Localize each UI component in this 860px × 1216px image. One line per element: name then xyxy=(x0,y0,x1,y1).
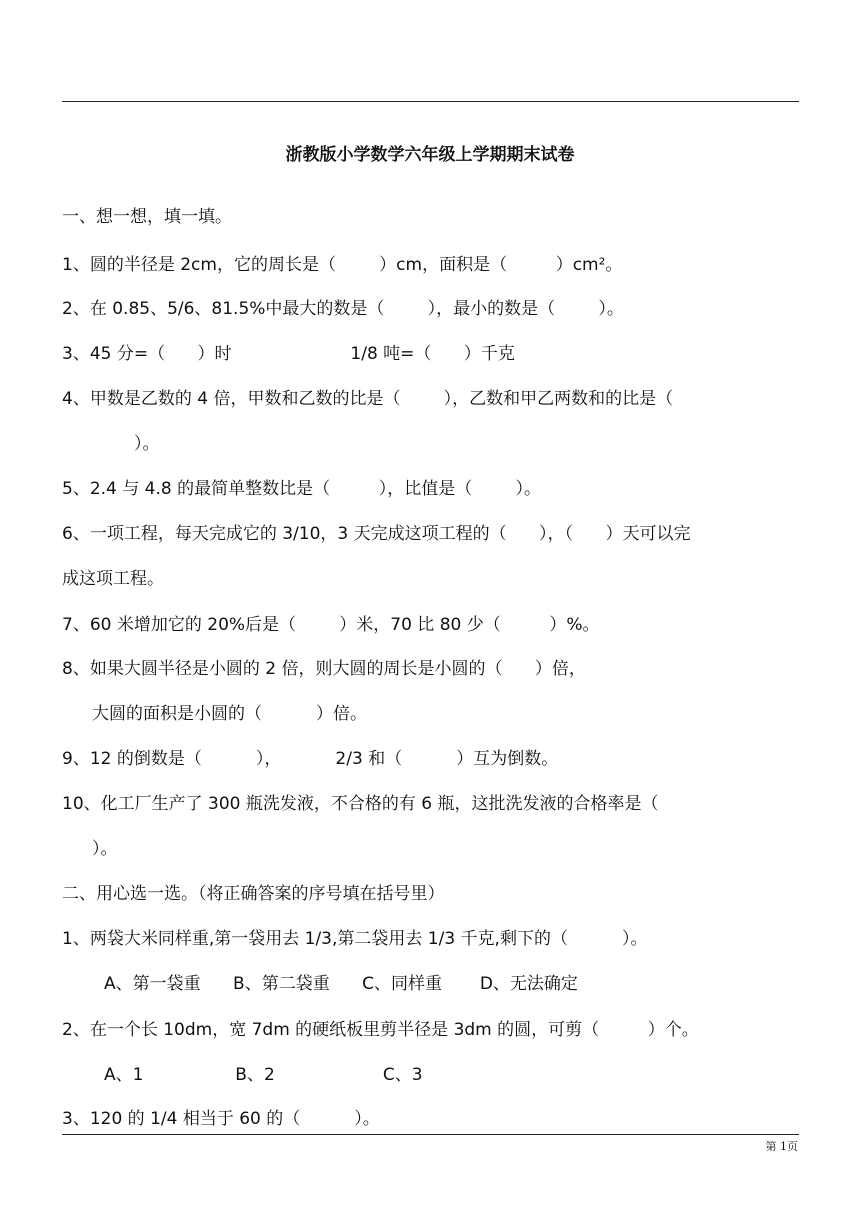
section-2-heading: 二、用心选一选。（将正确答案的序号填在括号里） xyxy=(62,884,445,904)
question-2-3: 3、120 的 1/4 相当于 60 的（ ）。 xyxy=(62,1109,380,1129)
question-1-7: 7、60 米增加它的 20%后是（ ）米，70 比 80 少（ ）%。 xyxy=(62,615,600,635)
question-1-10-continued: ）。 xyxy=(92,839,118,859)
question-1-1: 1、圆的半径是 2cm，它的周长是（ ）cm，面积是（ ）cm²。 xyxy=(62,255,623,275)
question-1-10: 10、化工厂生产了 300 瓶洗发液，不合格的有 6 瓶，这批洗发液的合格率是（ xyxy=(62,794,659,814)
question-1-6: 6、一项工程，每天完成它的 3/10，3 天完成这项工程的（ ），（ ）天可以完 xyxy=(62,524,691,544)
question-1-2: 2、在 0.85、5/6、81.5%中最大的数是（ ），最小的数是（ ）。 xyxy=(62,299,624,319)
question-1-9: 9、12 的倒数是（ ）， 2/3 和（ ）互为倒数。 xyxy=(62,749,559,769)
question-1-5: 5、2.4 与 4.8 的最简单整数比是（ ），比值是（ ）。 xyxy=(62,479,541,499)
question-1-4-continued: ）。 xyxy=(134,434,160,454)
question-1-3: 3、45 分=（ ）时 1/8 吨=（ ）千克 xyxy=(62,344,515,364)
question-2-2: 2、在一个长 10dm，宽 7dm 的硬纸板里剪半径是 3dm 的圆，可剪（ ）个。 xyxy=(62,1020,699,1040)
footer-rule xyxy=(62,1134,799,1135)
page-title: 浙教版小学数学六年级上学期期末试卷 xyxy=(285,145,575,165)
question-2-1: 1、两袋大米同样重,第一袋用去 1/3,第二袋用去 1/3 千克,剩下的（ ）。 xyxy=(62,929,648,949)
section-1-heading: 一、想一想，填一填。 xyxy=(62,207,232,227)
question-2-1-options: A、第一袋重 B、第二袋重 C、同样重 D、无法确定 xyxy=(104,974,578,994)
page-number: 第 1页 xyxy=(765,1140,798,1153)
question-1-8-continued: 大圆的面积是小圆的（ ）倍。 xyxy=(92,704,368,724)
question-1-4: 4、甲数是乙数的 4 倍，甲数和乙数的比是（ ），乙数和甲乙两数和的比是（ xyxy=(62,389,674,409)
question-1-6-continued: 成这项工程。 xyxy=(62,569,164,589)
header-rule xyxy=(62,101,799,102)
question-1-8: 8、如果大圆半径是小圆的 2 倍，则大圆的周长是小圆的（ ）倍， xyxy=(62,659,586,679)
question-2-2-options: A、1 B、2 C、3 xyxy=(104,1065,423,1085)
